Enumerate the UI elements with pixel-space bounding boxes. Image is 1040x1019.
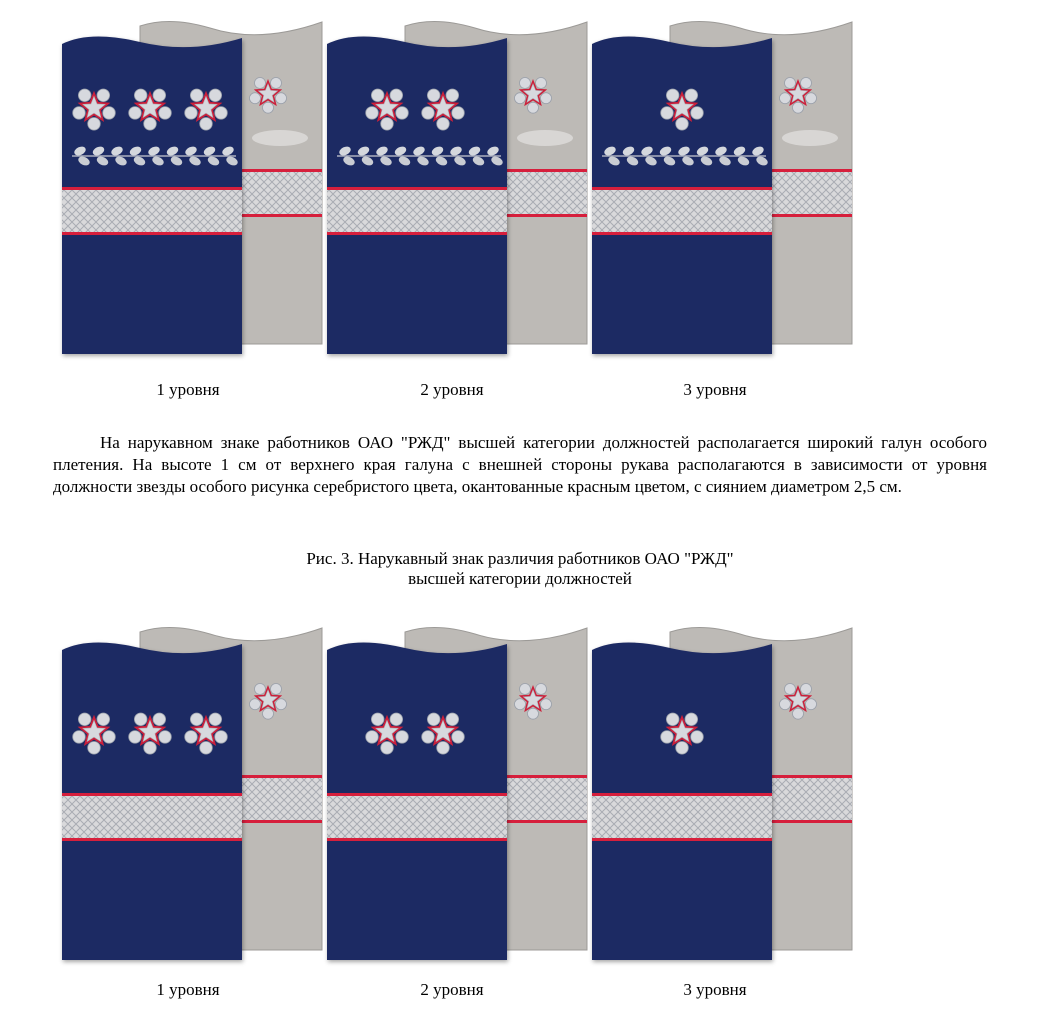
figure-top bbox=[0, 0, 1040, 399]
sleeve-insignia-level-2 bbox=[325, 14, 610, 359]
sleeve-insignia-level-2 bbox=[325, 620, 610, 965]
galloon-band bbox=[592, 793, 772, 841]
caption-level-2: 2 уровня bbox=[420, 980, 484, 999]
sleeve-insignia-level-3 bbox=[590, 620, 875, 965]
description-paragraph: На нарукавном знаке работников ОАО "РЖД" высшей категории должностей располагается широкий галун особого плетения. На высоте 1 см от верхнего края галуна с внешней стороны рукава располагаются в зависимости от уровня должности звезды особого рисунка серебристого цвета, окантованные красным цветом, с сиянием диаметром 2,5 см. bbox=[53, 433, 987, 496]
galloon-band bbox=[327, 187, 507, 235]
oak-leaf-embroidery bbox=[517, 130, 573, 146]
sleeve-insignia-level-3 bbox=[590, 14, 875, 359]
figure-bottom bbox=[0, 610, 1040, 999]
figure-caption bbox=[220, 549, 820, 589]
sleeve-insignia-level-1 bbox=[60, 14, 345, 359]
figure-caption-line-2: высшей категории должностей bbox=[408, 569, 632, 588]
galloon-band bbox=[327, 793, 507, 841]
figure-caption-line-1: Рис. 3. Нарукавный знак различия работников ОАО "РЖД" bbox=[306, 549, 734, 568]
caption-level-3: 3 уровня bbox=[683, 380, 747, 399]
oak-leaf-embroidery bbox=[782, 130, 838, 146]
caption-level-1: 1 уровня bbox=[156, 980, 220, 999]
caption-level-3: 3 уровня bbox=[683, 980, 747, 999]
caption-level-2: 2 уровня bbox=[420, 380, 484, 399]
galloon-band bbox=[62, 793, 242, 841]
galloon-band bbox=[592, 187, 772, 235]
oak-leaf-embroidery bbox=[252, 130, 308, 146]
sleeve-insignia-level-1 bbox=[60, 620, 345, 965]
galloon-band bbox=[62, 187, 242, 235]
caption-level-1: 1 уровня bbox=[156, 380, 220, 399]
